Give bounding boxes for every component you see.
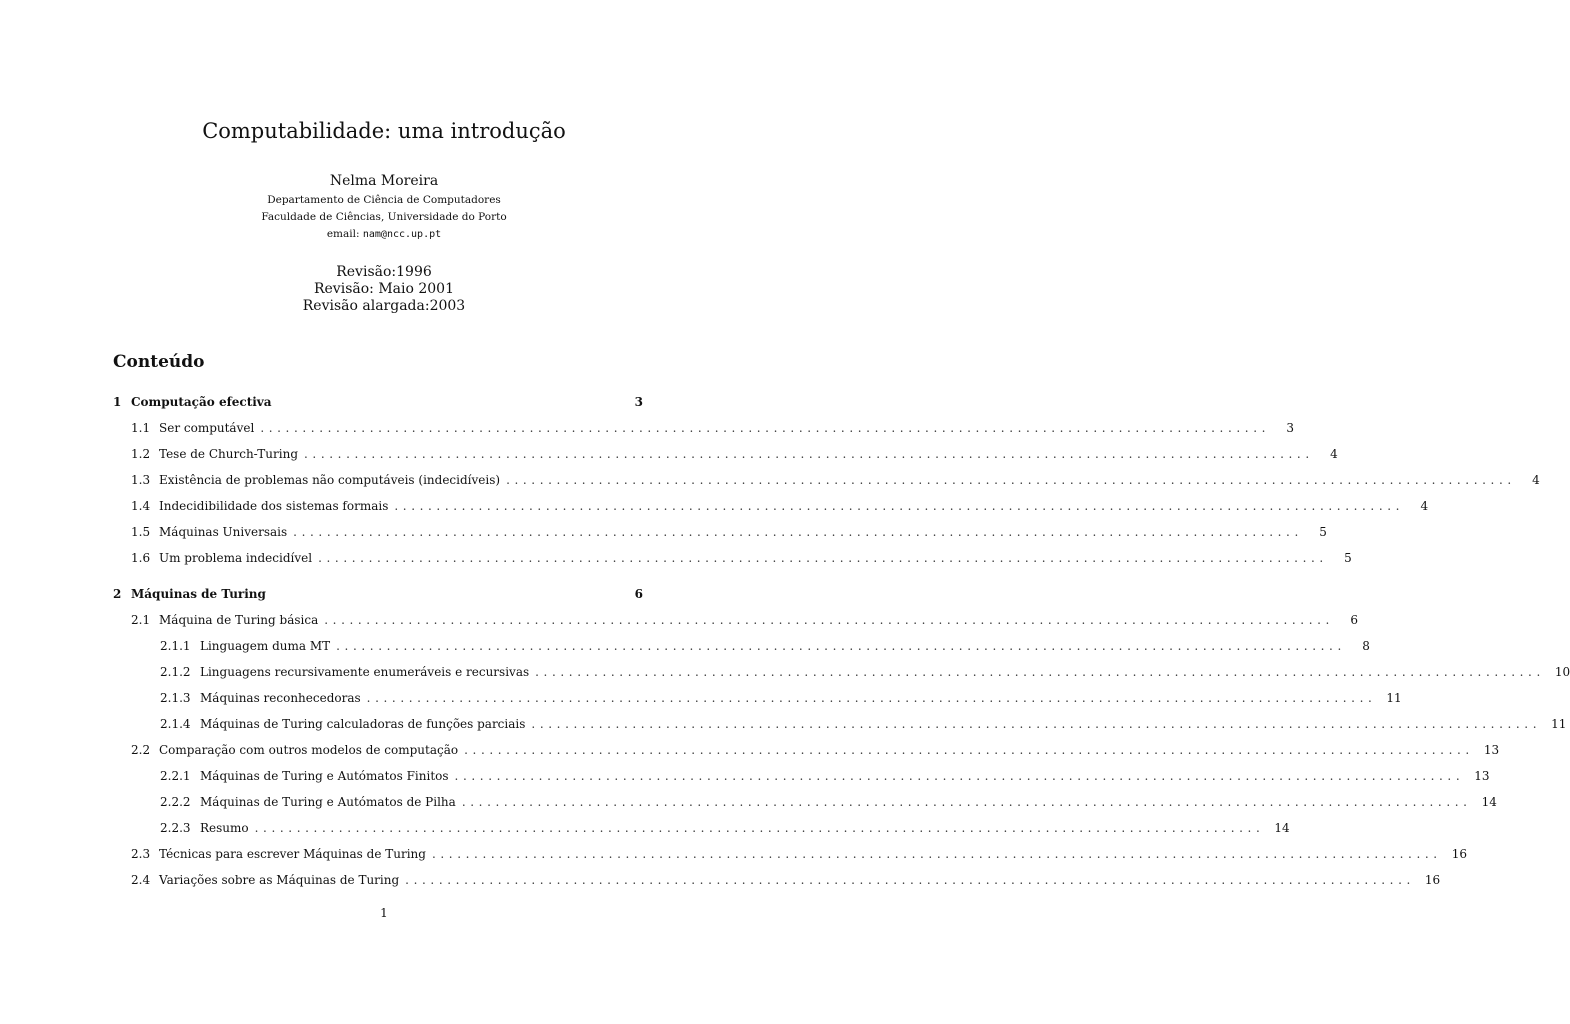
toc-entry[interactable] <box>113 715 1567 733</box>
toc-entry-number: 2.2.2 <box>160 795 191 809</box>
toc-entry-title: Máquinas de Turing e Autómatos Finitos <box>200 769 449 783</box>
toc-entry-page: 4 <box>1532 473 1540 487</box>
toc-entry[interactable] <box>113 419 1295 437</box>
toc-entry-page: 11 <box>1551 717 1567 731</box>
toc-entry-number: 1.4 <box>131 499 151 513</box>
toc-entry[interactable] <box>113 637 1370 655</box>
toc-entry-title: Comparação com outros modelos de computação <box>159 743 459 757</box>
toc-entry-title: Computação efectiva <box>131 395 272 409</box>
toc-chapter[interactable] <box>113 585 643 603</box>
toc-entry-number: 2.2 <box>131 743 151 757</box>
toc-leader-dots: ........................................................................................................................ <box>531 717 1542 731</box>
toc-entry-number: 1.5 <box>131 525 151 539</box>
page-number: 1 <box>380 906 388 920</box>
toc-entry-title: Indecidibilidade dos sistemas formais <box>159 499 389 513</box>
toc-leader-dots: ........................................................................................................................ <box>464 743 1474 757</box>
toc-entry-title: Ser computável <box>159 421 255 435</box>
toc-entry-number: 1.6 <box>131 551 151 565</box>
toc-entry-page: 16 <box>1451 847 1467 861</box>
toc-entry[interactable] <box>113 663 1570 681</box>
toc-entry-number: 2.1.2 <box>160 665 191 679</box>
toc-leader-dots: ........................................................................................................................ <box>336 639 1346 653</box>
toc-entry-number: 2.2.1 <box>160 769 191 783</box>
revision-3: Revisão alargada:2003 <box>302 298 466 314</box>
toc-leader-dots: ........................................................................................................................ <box>431 847 1442 861</box>
toc-leader-dots: ........................................................................................................................ <box>506 473 1516 487</box>
toc-entry[interactable] <box>113 767 1490 785</box>
toc-entry-page: 13 <box>1483 743 1500 757</box>
toc-entry-number: 1 <box>113 395 122 409</box>
toc-entry-title: Um problema indecidível <box>159 551 313 565</box>
toc-entry-page: 13 <box>1474 769 1490 783</box>
toc-leader-dots: ........................................................................................................................ <box>394 499 1405 513</box>
author-name: Nelma Moreira <box>329 173 439 189</box>
email-address: nam@ncc.up.pt <box>362 229 442 240</box>
toc-leader-dots: ........................................................................................................................ <box>461 795 1472 809</box>
toc-entry-page: 8 <box>1362 639 1370 653</box>
toc-entry-title: Máquinas reconhecedoras <box>200 691 361 705</box>
toc-entry[interactable] <box>113 871 1441 889</box>
toc-entry[interactable] <box>113 445 1338 463</box>
toc-leader-dots: ........................................................................................................................ <box>318 551 1328 565</box>
toc-entry-page: 16 <box>1424 873 1441 887</box>
toc-entry-page: 11 <box>1386 691 1402 705</box>
toc-chapter-gap <box>272 393 629 411</box>
toc-leader-dots: ........................................................................................................................ <box>535 665 1545 679</box>
toc-entry-number: 2.4 <box>131 873 151 887</box>
toc-entry-number: 2.3 <box>131 847 151 861</box>
toc-entry[interactable] <box>113 549 1352 567</box>
toc-entry[interactable] <box>113 793 1497 811</box>
toc-entry[interactable] <box>113 497 1429 515</box>
toc-entry[interactable] <box>113 819 1290 837</box>
faculty: Faculdade de Ciências, Universidade do Porto <box>261 211 507 223</box>
toc-entry-page: 3 <box>1286 421 1295 435</box>
document-title: Computabilidade: uma introdução <box>202 119 566 143</box>
revision-1: Revisão:1996 <box>336 264 432 280</box>
toc-leader-dots: ........................................................................................................................ <box>366 691 1377 705</box>
toc-chapter[interactable] <box>113 393 643 411</box>
toc-entry-page: 10 <box>1554 665 1570 679</box>
email-label: email: <box>326 228 360 240</box>
toc-entry-title: Máquina de Turing básica <box>159 613 319 627</box>
toc-entry-page: 4 <box>1420 499 1429 513</box>
toc-entry-page: 4 <box>1330 447 1338 461</box>
toc-entry-title: Variações sobre as Máquinas de Turing <box>159 873 400 887</box>
toc-entry-title: Linguagem duma MT <box>200 639 331 653</box>
toc-entry-number: 1.3 <box>131 473 151 487</box>
toc-entry[interactable] <box>113 845 1467 863</box>
toc-entry-page: 6 <box>1350 613 1358 627</box>
toc-entry-page: 5 <box>1319 525 1327 539</box>
toc-entry-title: Máquinas de Turing <box>131 587 266 601</box>
toc-entry-page: 3 <box>634 395 643 409</box>
toc-entry-page: 14 <box>1274 821 1290 835</box>
toc-entry[interactable] <box>113 689 1402 707</box>
toc-entry-number: 2.1.4 <box>160 717 191 731</box>
toc-entry[interactable] <box>113 523 1327 541</box>
toc-entry-title: Resumo <box>200 821 249 835</box>
toc-entry-number: 2.1 <box>131 613 151 627</box>
toc-entry-title: Linguagens recursivamente enumeráveis e recursivas <box>200 665 530 679</box>
toc-entry-title: Tese de Church-Turing <box>159 447 299 461</box>
toc-entry-page: 5 <box>1344 551 1352 565</box>
toc-leader-dots: ........................................................................................................................ <box>405 873 1415 887</box>
toc-entry-number: 2.1.3 <box>160 691 191 705</box>
revision-2: Revisão: Maio 2001 <box>313 281 454 297</box>
toc-entry-number: 2 <box>113 587 122 601</box>
toc-entry-title: Máquinas de Turing e Autómatos de Pilha <box>200 795 456 809</box>
toc-leader-dots: ........................................................................................................................ <box>254 821 1265 835</box>
toc-entry-number: 1.1 <box>131 421 151 435</box>
toc-leader-dots: ........................................................................................................................ <box>324 613 1334 627</box>
toc-heading: Conteúdo <box>113 352 205 372</box>
toc-entry-page: 6 <box>634 587 643 601</box>
toc-entry-number: 1.2 <box>131 447 151 461</box>
toc-entry-number: 2.2.3 <box>160 821 191 835</box>
toc-entry-title: Máquinas Universais <box>159 525 288 539</box>
toc-chapter-gap <box>266 585 629 603</box>
toc-entry-page: 14 <box>1481 795 1497 809</box>
toc-leader-dots: ........................................................................................................................ <box>454 769 1465 783</box>
toc-entry-number: 2.1.1 <box>160 639 191 653</box>
toc-leader-dots: ........................................................................................................................ <box>293 525 1303 539</box>
toc-entry[interactable] <box>113 471 1540 489</box>
toc-entry-title: Máquinas de Turing calculadoras de funções parciais <box>200 717 526 731</box>
toc-entry[interactable] <box>113 741 1500 759</box>
toc-leader-dots: ........................................................................................................................ <box>304 447 1314 461</box>
email-line <box>0 227 768 242</box>
toc-entry[interactable] <box>113 611 1358 629</box>
toc-entry-title: Técnicas para escrever Máquinas de Turing <box>159 847 426 861</box>
toc-entry-title: Existência de problemas não computáveis (indecidíveis) <box>159 473 501 487</box>
department: Departamento de Ciência de Computadores <box>267 194 501 206</box>
toc-leader-dots: ........................................................................................................................ <box>260 421 1271 435</box>
